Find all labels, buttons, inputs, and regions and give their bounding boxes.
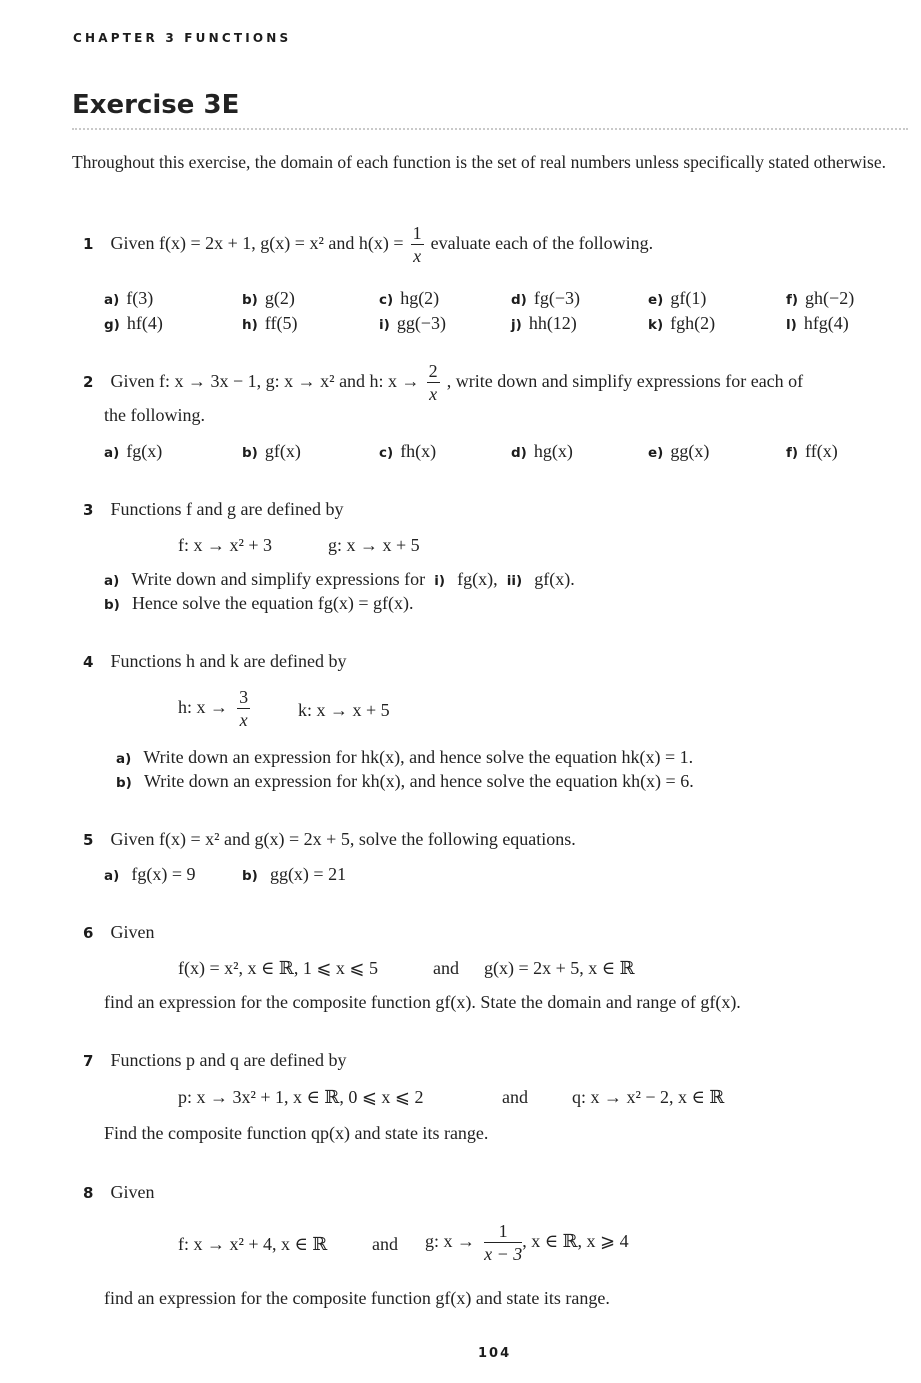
part-label: a) [104,868,120,884]
question-part [511,441,573,462]
definition-h: h: x → $\frac{3}{x}$ [178,687,249,730]
and-word: and [372,1234,398,1254]
subpart-label: i) [434,573,446,589]
question-part [379,313,446,334]
question-number: 1 [83,235,94,253]
question-part [242,313,297,334]
part-label: e) [648,445,664,461]
part-label: a) [104,573,120,589]
definition-g: g: x → x + 5 [328,535,420,555]
part-label: a) [116,751,132,767]
question-1-tail: evaluate each of the following. [430,233,654,253]
part-label: b) [116,775,132,791]
question-part [786,441,838,462]
question-1 [83,222,653,267]
part-text: f(3) [126,288,154,308]
part-text: gf(x) [264,441,301,461]
definition-k: k: x → x + 5 [298,700,390,720]
question-6-tail: find an expression for the composite function gf(x). State the domain and range of gf(x). [104,992,741,1012]
fraction: $\frac{1}{x}$ [412,223,422,266]
fraction: $\frac{3}{x}$ [239,687,249,730]
definition-f: f: x → x² + 4, x ∈ ℝ [178,1234,328,1254]
part-label: l) [786,317,797,333]
part-text: fg(−3) [533,288,580,308]
part-label: k) [648,317,664,333]
part-label: d) [511,292,527,308]
part-label: a) [104,292,120,308]
question-number: 7 [83,1052,94,1070]
question-part [104,288,153,309]
part-text: Write down an expression for kh(x), and hence solve the equation kh(x) = 6. [143,771,694,791]
question-3-lead: Functions f and g are defined by [110,499,344,519]
question-5 [83,829,576,850]
part-text: gg(x) [670,441,710,461]
question-part [511,288,580,309]
part-text: hg(x) [533,441,573,461]
fraction: $\frac{1}{x - 3}$ [484,1221,523,1264]
definition-g: g(x) = 2x + 5, x ∈ ℝ [484,958,635,978]
question-part [786,288,854,309]
question-part [104,441,162,462]
subpart-text: fg(x), [457,569,498,589]
subpart-text: gf(x). [534,569,575,589]
question-number: 2 [83,373,94,391]
question-number: 5 [83,831,94,849]
question-3-part-b [104,593,414,614]
title-divider [72,128,908,130]
question-number: 8 [83,1184,94,1202]
part-label: e) [648,292,664,308]
part-label: b) [242,292,258,308]
question-4 [83,651,346,672]
intro-paragraph: Throughout this exercise, the domain of each function is the set of real numbers unless specifically stated otherwise. [72,152,886,172]
question-2-tail: , write down and simplify expressions for each of [446,371,804,391]
part-text: fg(x) [126,441,163,461]
part-text: hf(4) [126,313,163,333]
question-part [104,313,163,334]
part-text: hfg(4) [803,313,849,333]
question-part [242,288,295,309]
part-text: hh(12) [528,313,577,333]
question-7-tail: Find the composite function qp(x) and state its range. [104,1123,489,1143]
question-7-lead: Functions p and q are defined by [110,1050,347,1070]
part-label: f) [786,445,799,461]
question-2-lead: Given f: x → 3x − 1, g: x → x² and h: x → [110,371,420,391]
part-text: Write down an expression for hk(x), and hence solve the equation hk(x) = 1. [143,747,694,767]
part-label: c) [379,292,394,308]
part-label: f) [786,292,799,308]
part-text: Hence solve the equation fg(x) = gf(x). [131,593,414,613]
part-label: b) [242,868,258,884]
question-3 [83,499,343,520]
question-part [242,441,301,462]
part-label: b) [242,445,258,461]
question-5-part-a [104,864,196,885]
part-text: fgh(2) [670,313,716,333]
question-part [379,288,439,309]
question-part [648,288,706,309]
question-part [786,313,849,334]
part-label: b) [104,597,120,613]
question-4-lead: Functions h and k are defined by [110,651,347,671]
question-part [379,441,436,462]
part-label: i) [379,317,390,333]
part-text: fg(x) = 9 [131,864,196,884]
question-5-lead: Given f(x) = x² and g(x) = 2x + 5, solve the following equations. [110,829,576,849]
part-text: ff(x) [805,441,838,461]
definition-q: q: x → x² − 2, x ∈ ℝ [572,1087,725,1107]
fraction: $\frac{2}{x}$ [428,361,438,404]
subpart-label: ii) [506,573,523,589]
and-word: and [502,1087,528,1107]
question-4-part-a [116,747,693,768]
page-number: 104 [478,1346,512,1361]
question-6-lead: Given [110,922,155,942]
definition-f: f: x → x² + 3 [178,535,273,555]
and-word: and [433,958,459,978]
part-label: h) [242,317,258,333]
question-3-part-a [104,569,575,590]
question-number: 3 [83,501,94,519]
question-8 [83,1182,155,1203]
question-number: 4 [83,653,94,671]
question-part [511,313,577,334]
part-text: Write down and simplify expressions for [131,569,426,589]
question-6 [83,922,155,943]
part-text: hg(2) [400,288,440,308]
part-text: g(2) [264,288,295,308]
question-part [648,441,709,462]
question-4-part-b [116,771,694,792]
definition-g: g: x → $\frac{1}{x - 3}$ , x ∈ ℝ, x ⩾ 4 [425,1221,629,1264]
chapter-header: CHAPTER 3 FUNCTIONS [73,31,292,45]
part-text: gh(−2) [805,288,855,308]
part-text: fh(x) [400,441,437,461]
part-label: j) [511,317,522,333]
question-part [648,313,715,334]
definition-p: p: x → 3x² + 1, x ∈ ℝ, 0 ⩽ x ⩽ 2 [178,1087,424,1107]
question-8-tail: find an expression for the composite function gf(x) and state its range. [104,1288,610,1308]
exercise-title: Exercise 3E [72,90,240,120]
part-text: gg(x) = 21 [269,864,347,884]
part-label: c) [379,445,394,461]
question-5-part-b [242,864,346,885]
part-text: gf(1) [670,288,707,308]
part-label: g) [104,317,120,333]
question-2-line2: the following. [104,405,205,425]
question-number: 6 [83,924,94,942]
part-label: d) [511,445,527,461]
question-1-lead: Given f(x) = 2x + 1, g(x) = x² and h(x) = [110,233,404,253]
part-text: gg(−3) [396,313,446,333]
question-7 [83,1050,346,1071]
part-text: ff(5) [264,313,298,333]
definition-f: f(x) = x², x ∈ ℝ, 1 ⩽ x ⩽ 5 [178,958,378,978]
question-8-lead: Given [110,1182,155,1202]
question-2 [83,360,803,405]
part-label: a) [104,445,120,461]
